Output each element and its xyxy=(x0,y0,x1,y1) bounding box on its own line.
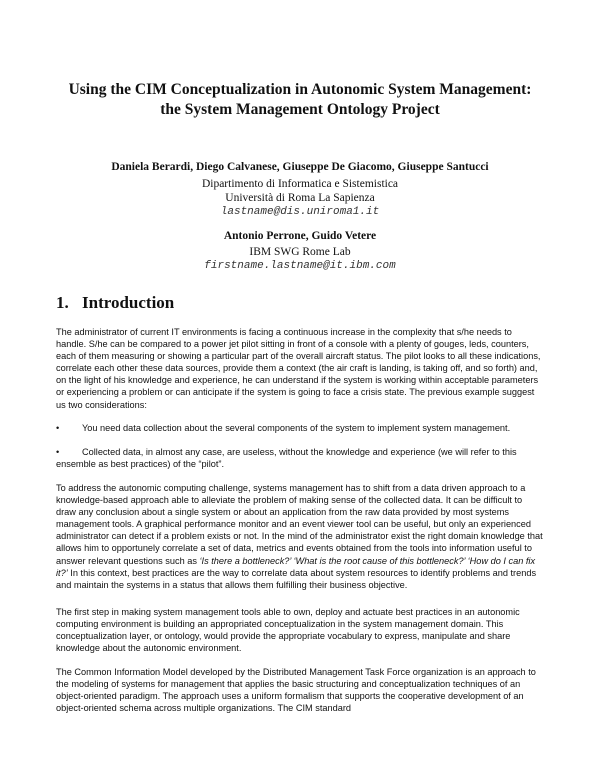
paragraph-2-start: To address the autonomic computing challenge, systems management has to shift from a data driven approach to a knowledge-based approach able to alleviate the problem of making sense of the collected data. It can be difficult to draw any conclusion about a single system or about an application from the raw data provided by most systems management tools. A graphical performance monitor and an event viewer tool can be useful, but only an experienced administrator can detect if a problem exists or not. In the mind of the administrator exist the right domain knowledge that allows him to opportunely correlate a set of data, metrics and events obtained from the tools into information useful to answer relevant questions such as xyxy=(56,483,543,566)
affiliation-univ: Università di Roma La Sapienza xyxy=(225,192,375,204)
bullet-item-1 xyxy=(56,422,544,434)
author-list-2: Antonio Perrone, Guido Vetere xyxy=(223,230,377,242)
bullet-icon: • xyxy=(56,447,60,457)
affiliation-dept: Dipartimento di Informatica e Sistemistica xyxy=(201,178,399,190)
bullet-item-2 xyxy=(56,446,544,470)
affiliation-org: IBM SWG Rome Lab xyxy=(249,246,351,258)
paragraph-2 xyxy=(56,482,544,591)
bullet-text-1: You need data collection about the several components of the system to implement system management. xyxy=(82,423,511,433)
email-1: lastname@dis.uniroma1.it xyxy=(220,206,380,218)
author-list-1: Daniela Berardi, Diego Calvanese, Giuseppe De Giacomo, Giuseppe Santucci xyxy=(111,161,489,173)
bullet-icon: • xyxy=(56,423,60,433)
paragraph-2-questions: ‘Is there a bottleneck?’ ‘What is the root cause of this bottleneck?’ ‘How do I can fix it?’ xyxy=(56,555,536,578)
section-title: Introduction xyxy=(82,293,175,312)
paragraph-3: The first step in making system management tools able to own, deploy and actuate best practices in an autonomic computing environment is building an appropriated conceptualization in the system management domain. This conceptualization layer, or ontology, would provide the appropriate vocabulary to express, manipulate and share knowledge about the autonomic environment. xyxy=(56,607,520,654)
section-number: 1. xyxy=(56,293,69,312)
paper-title xyxy=(40,80,560,120)
title-line-2: the System Management Ontology Project xyxy=(160,101,440,118)
section-heading xyxy=(56,292,174,314)
email-2: firstname.lastname@it.ibm.com xyxy=(204,260,396,272)
bullet-text-2: Collected data, in almost any case, are useless, without the knowledge and experience (we will refer to this ensemble as best practices) of the “pilot”. xyxy=(56,447,517,470)
paragraph-1: The administrator of current IT environments is facing a continuous increase in the complexity that s/he needs to handle. S/he can be compared to a power jet pilot sitting in front of a console with a plenty of gouges, leds, counters, each of them measuring or showing a particular part of the overall aircraft status. The pilot looks to all these indications, correlate each other these data sources, provide them a context (the air craft is landing, is taking off, and so forth) and, on the light of his knowledge and experience, he can understand if the system is working within acceptable parameters or experiencing a problem or can anticipate if the system is going to face a crisis state. The previous example suggest us two considerations: xyxy=(56,327,541,410)
title-line-1: Using the CIM Conceptualization in Autonomic System Management: xyxy=(68,81,532,98)
paragraph-2-end: In this context, best practices are the way to correlate data about system resources to identify problems and trends and maintain the systems in a status that allows them fulfilling their business objective. xyxy=(56,567,537,590)
paragraph-4: The Common Information Model developed by the Distributed Management Task Force organization is an approach to the modeling of systems for management that applies the basic structuring and conceptualization techniques of an object-oriented paradigm. The approach uses a uniform formalism that supports the cooperative development of an object-oriented schema across multiple organizations. The CIM standard xyxy=(56,667,536,714)
